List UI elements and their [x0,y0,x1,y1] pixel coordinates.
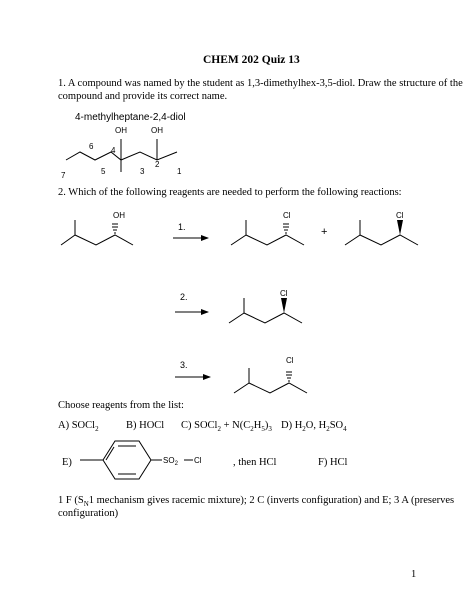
product-1b-wedge-bond [397,220,403,235]
tosyl-chloride-structure [80,441,193,479]
product-3-hash-bond [286,372,292,381]
q2-prompt: 2. Which of the following reagents are needed to perform the following reactions: [58,187,402,198]
q1-text-line1: 1. A compound was named by the student as 1,3-dimethylhex-3,5-diol. Draw the structure of the [58,78,463,89]
reagent-a: A) SOCl$_2$ [58,420,99,434]
q1-answer-name: 4-methylheptane-2,4-diol [75,112,186,123]
q1-carbon-7: 7 [61,171,66,180]
page-number: 1 [411,569,417,580]
q2-reactant-oh-label: OH [113,211,125,220]
q1-oh-label-a: OH [115,126,127,135]
product-2-cl-label: Cl [280,289,288,298]
q1-structure [66,139,177,172]
product-3-cl-label: Cl [286,356,294,365]
q2-step1-label: 1. [178,222,186,232]
product-1a-structure [231,220,304,245]
tosyl-so2-label: $SO_2$ [163,456,178,467]
q1-carbon-4: 4 [111,146,116,155]
q1-carbon-3: 3 [140,167,145,176]
reagent-f: F) HCl [318,457,348,468]
q1-text-line2: compound and provide its correct name. [58,91,228,102]
q2-reactant-hash-bond [112,224,118,233]
product-2-structure [229,298,302,323]
plus-sign: + [321,226,328,238]
reagent-b: B) HOCl [126,420,165,431]
tosyl-cl-label: Cl [194,456,202,465]
choose-label: Choose reagents from the list: [58,400,184,411]
q1-oh-label-b: OH [151,126,163,135]
product-1a-cl-label: Cl [283,211,291,220]
q2-step2-label: 2. [180,292,188,302]
reagent-d: D) $H_2O$, $H_2SO_4$ [281,420,347,434]
answer-line2: configuration) [58,508,119,519]
reagent-c: C) SOCl$_2$ + $N(C_2H_5)_3$ [181,420,272,434]
q1-carbon-6: 6 [89,142,94,151]
product-2-wedge-bond [281,298,287,313]
q1-carbon-2: 2 [155,160,160,169]
quiz-title: CHEM 202 Quiz 13 [203,54,300,66]
product-1b-structure [345,220,418,245]
reagent-e-letter: E) [62,457,72,468]
answer-line1: 1 F ($S_N1$ mechanism gives racemic mixture); 2 C (inverts configuration) and E; 3 A (preserves [58,495,455,509]
q2-step3-label: 3. [180,360,188,370]
product-1a-hash-bond [283,224,289,233]
q2-reactant-structure [61,220,133,245]
product-3-structure [234,368,307,393]
q1-carbon-1: 1 [177,167,182,176]
q1-carbon-5: 5 [101,167,106,176]
product-1b-cl-label: Cl [396,211,404,220]
reagent-e-then: , then HCl [233,457,277,468]
